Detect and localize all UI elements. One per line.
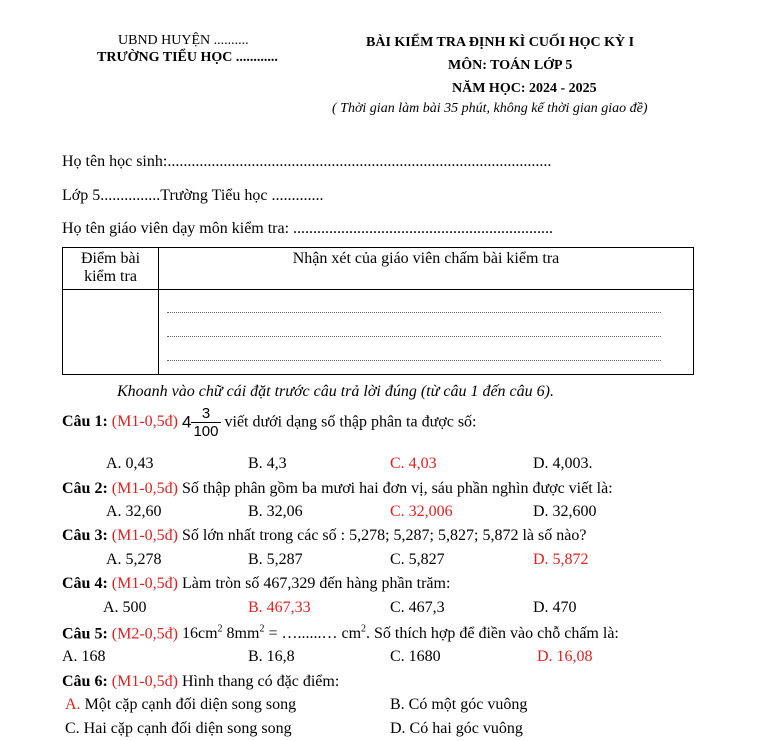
question-text: Hình thang có đặc điểm: xyxy=(182,673,340,690)
student-name-line: Họ tên học sinh:................................................................................................ xyxy=(62,153,552,170)
question-label: Câu 3: xyxy=(62,527,108,544)
question-level: (M1-0,5đ) xyxy=(111,575,178,592)
question-text: Số thập phân gồm ba mươi hai đơn vị, sáu phần nghìn được viết là: xyxy=(182,480,613,497)
question-level: (M1-0,5đ) xyxy=(111,413,178,431)
option-b[interactable]: B. 4,3 xyxy=(248,455,287,472)
school-label: TRƯỜNG TIỂU HỌC ............ xyxy=(97,50,278,65)
mixed-number-whole: 4 xyxy=(182,412,192,432)
question-label: Câu 4: xyxy=(62,575,108,592)
option-a[interactable]: A. 500 xyxy=(103,599,147,616)
option-a[interactable] xyxy=(65,696,296,714)
question-text: Làm tròn số 467,329 đến hàng phần trăm: xyxy=(182,575,451,592)
question-4 xyxy=(62,575,450,593)
district-label: UBND HUYỆN .......... xyxy=(118,33,249,48)
option-d[interactable]: D. 470 xyxy=(533,599,577,616)
option-c[interactable]: C. 32,006 xyxy=(390,503,453,520)
mixed-number-fraction: $\frac{3}{100}$ xyxy=(193,405,219,440)
question-text: $16cm^2$ $8mm^2$ = …......… $cm^2$. Số thích hợp để điền vào chỗ chấm là: xyxy=(182,624,619,643)
grade-table xyxy=(62,247,694,375)
question-3 xyxy=(62,527,586,545)
instruction: Khoanh vào chữ cái đặt trước câu trả lời đúng (từ câu 1 đến câu 6). xyxy=(117,383,554,400)
question-label: Câu 5: xyxy=(62,625,108,643)
teacher-line: Họ tên giáo viên dạy môn kiểm tra: ................................................................. xyxy=(62,220,554,237)
comment-dotted-line xyxy=(167,360,661,361)
question-6 xyxy=(62,673,339,691)
question-level: (M1-0,5đ) xyxy=(111,480,178,497)
option-b[interactable]: B. 5,287 xyxy=(248,551,303,568)
option-a[interactable]: A. 32,60 xyxy=(106,503,162,520)
question-text: viết dưới dạng số thập phân ta được số: xyxy=(224,413,477,431)
question-1 xyxy=(62,405,477,440)
option-b[interactable]: B. 32,06 xyxy=(248,503,303,520)
comment-header: Nhận xét của giáo viên chấm bài kiểm tra xyxy=(159,248,694,290)
option-c[interactable]: C. Hai cặp cạnh đối diện song song xyxy=(65,720,292,737)
question-2 xyxy=(62,480,613,498)
comment-cell[interactable] xyxy=(159,290,694,375)
option-b[interactable]: B. 16,8 xyxy=(248,648,295,665)
option-d[interactable]: D. Có hai góc vuông xyxy=(390,720,523,737)
option-text: Một cặp cạnh đối diện song song xyxy=(84,696,297,713)
option-c[interactable]: C. 5,827 xyxy=(390,551,445,568)
class-school-line: Lớp 5...............Trường Tiểu học ............. xyxy=(62,187,324,204)
question-5 xyxy=(62,624,619,643)
question-level: (M1-0,5đ) xyxy=(111,527,178,544)
question-text: Số lớn nhất trong các số : 5,278; 5,287; 5,827; 5,872 là số nào? xyxy=(182,527,587,544)
option-a[interactable]: A. 0,43 xyxy=(106,455,154,472)
question-level: (M1-0,5đ) xyxy=(111,673,178,690)
option-b[interactable]: B. 467,33 xyxy=(248,599,311,616)
question-label: Câu 6: xyxy=(62,673,108,690)
score-cell[interactable] xyxy=(63,290,159,375)
score-header: Điểm bài kiểm tra xyxy=(63,248,159,290)
option-d[interactable]: D. 4,003. xyxy=(533,455,593,472)
option-d[interactable]: D. 32,600 xyxy=(533,503,597,520)
time-note: ( Thời gian làm bài 35 phút, không kể thời gian giao đề) xyxy=(332,101,648,116)
option-c[interactable]: C. 467,3 xyxy=(390,599,445,616)
question-level: (M2-0,5đ) xyxy=(111,625,178,643)
option-a[interactable]: A. 5,278 xyxy=(106,551,162,568)
option-b[interactable]: B. Có một góc vuông xyxy=(390,696,528,713)
school-year: NĂM HỌC: 2024 - 2025 xyxy=(452,81,597,96)
option-a[interactable]: A. 168 xyxy=(62,648,106,665)
subject-label: MÔN: TOÁN LỚP 5 xyxy=(448,58,573,73)
option-letter: A. xyxy=(65,696,81,713)
exam-title: BÀI KIỂM TRA ĐỊNH KÌ CUỐI HỌC KỲ I xyxy=(366,35,635,50)
comment-dotted-line xyxy=(167,312,661,313)
option-c[interactable]: C. 1680 xyxy=(390,648,441,665)
option-d[interactable]: D. 16,08 xyxy=(537,648,593,665)
option-d[interactable]: D. 5,872 xyxy=(533,551,589,568)
question-label: Câu 1: xyxy=(62,413,108,431)
question-label: Câu 2: xyxy=(62,480,108,497)
option-c[interactable]: C. 4,03 xyxy=(390,455,437,472)
comment-dotted-line xyxy=(167,336,661,337)
